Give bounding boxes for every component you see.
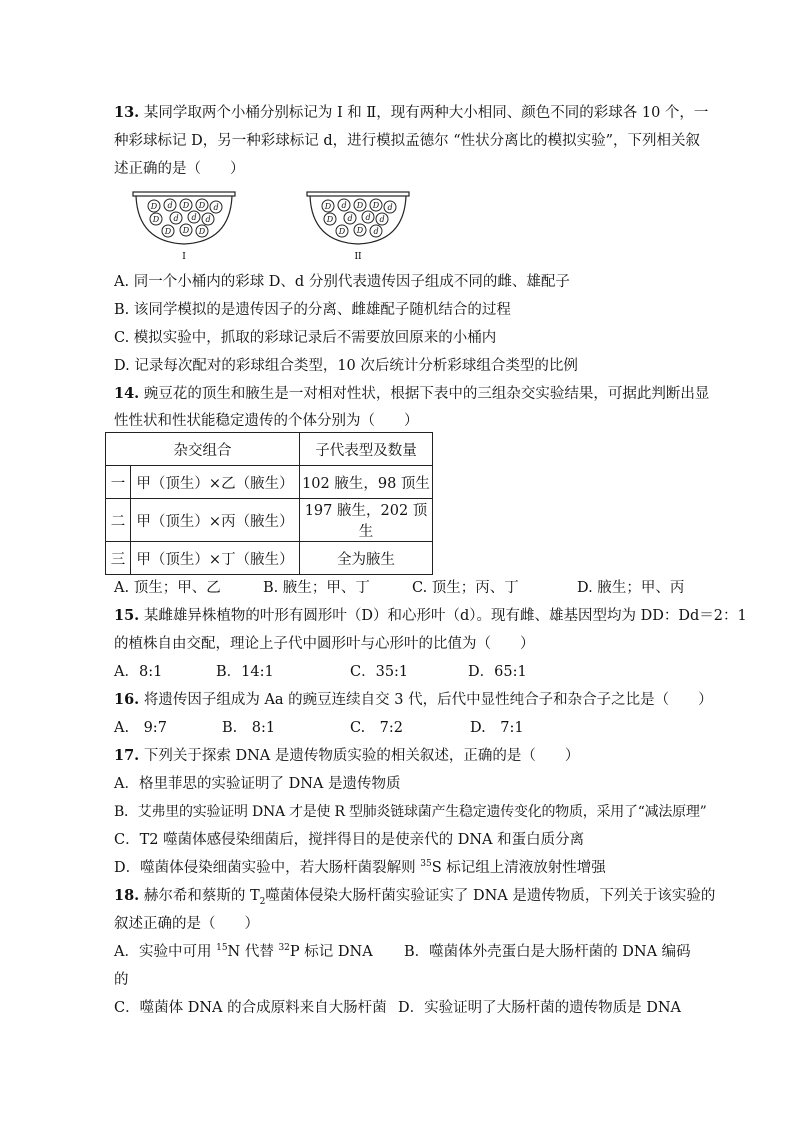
ball-label: D xyxy=(356,201,364,210)
q13-text-1: 某同学取两个小桶分别标记为 I 和 Ⅱ，现有两种大小相同、颜色不同的彩球各 10 个，一 xyxy=(143,105,709,121)
table-row xyxy=(106,499,433,542)
q16-option-c: C. 7:2 xyxy=(350,720,404,736)
ball-label: d xyxy=(167,201,173,210)
q18-option-c: C．噬菌体 DNA 的合成原料来自大肠杆菌 xyxy=(114,1000,387,1016)
ball-label: D xyxy=(182,201,190,210)
ball-label: D xyxy=(326,215,334,224)
q18-line-2: 叙述正确的是（ ） xyxy=(114,916,259,932)
q14-number: 14. xyxy=(114,385,140,402)
row-combo: 甲（顶生）×乙（腋生） xyxy=(131,466,300,499)
q14-option-b: B. 腋生；甲、丁 xyxy=(263,580,370,596)
row-result: 197 腋生，202 顶生 xyxy=(300,499,433,542)
q15-number: 15. xyxy=(114,607,140,624)
q18-a-text-2: N 代替 xyxy=(227,944,279,960)
q17-option-c: C．T2 噬菌体感侵染细菌后，搅拌得目的是使亲代的 DNA 和蛋白质分离 xyxy=(114,832,585,848)
bucket-i-label: I xyxy=(182,252,186,262)
q14-option-c: C. 顶生；丙、丁 xyxy=(412,580,519,596)
ball-label: D xyxy=(164,227,172,236)
row-index: 一 xyxy=(106,466,131,499)
q18-option-d: D．实验证明了大肠杆菌的遗传物质是 DNA xyxy=(398,1000,682,1016)
q17-option-b: B．艾弗里的实验证明 DNA 才是使 R 型肺炎链球菌产生稳定遗传变化的物质，采用了“减法原理” xyxy=(114,804,707,820)
ball-label: D xyxy=(198,201,206,210)
q17-text-1: 下列关于探索 DNA 是遗传物质实验的相关叙述，正确的是（ ） xyxy=(143,748,580,764)
row-result: 102 腋生，98 顶生 xyxy=(300,466,433,499)
q14-text-1: 豌豆花的顶生和腋生是一对相对性状，根据下表中的三组杂交实验结果，可据此判断出显 xyxy=(143,386,710,402)
header-offspring: 子代表型及数量 xyxy=(300,433,433,466)
ball-label: d xyxy=(387,203,393,212)
q18-option-a xyxy=(114,942,373,962)
q14-option-d: D. 腋生；甲、丙 xyxy=(577,580,685,596)
ball-label: d xyxy=(191,213,197,222)
q14-line-2: 性性状和性状能稳定遗传的个体分别为（ ） xyxy=(114,413,419,429)
ball-label: d xyxy=(213,203,219,212)
row-index: 二 xyxy=(106,499,131,542)
q17-number: 17. xyxy=(114,747,140,764)
ball-label: D xyxy=(324,202,332,211)
q13-number: 13. xyxy=(114,104,140,121)
q15-text-1: 某雌雄异株植物的叶形有圆形叶（D）和心形叶（d）。现有雌、雄基因型均为 DD：Dd＝2：1 xyxy=(143,608,747,624)
bucket-ii-diagram xyxy=(306,190,414,262)
q13-option-b: B. 该同学模拟的是遗传因子的分离、雌雄配子随机结合的过程 xyxy=(114,302,511,318)
q18-text-1b: 噬菌体侵染大肠杆菌实验证实了 DNA 是遗传物质，下列关于该实验的 xyxy=(265,888,716,904)
q18-option-b-cont: 的 xyxy=(114,972,129,988)
q14-line-1 xyxy=(114,384,709,404)
q17-d-superscript: 35 xyxy=(420,859,432,870)
bucket-ii-rim xyxy=(307,192,409,196)
q18-line-1 xyxy=(114,886,715,906)
q15-option-d: D．65:1 xyxy=(468,664,527,680)
q18-a-text-1: A．实验中可用 xyxy=(114,944,217,960)
cross-results-table xyxy=(105,432,433,575)
ball-label: d xyxy=(379,215,385,224)
q16-text-1: 将遗传因子组成为 Aa 的豌豆连续自交 3 代，后代中显性纯合子和杂合子之比是（ ） xyxy=(143,692,713,708)
q16-line-1 xyxy=(114,690,713,710)
table-row xyxy=(106,542,433,575)
q18-text-1a: 赫尔希和蔡斯的 T xyxy=(143,888,260,904)
q17-option-a: A．格里菲思的实验证明了 DNA 是遗传物质 xyxy=(114,776,401,792)
ball-label: d xyxy=(205,215,211,224)
header-combo: 杂交组合 xyxy=(106,433,300,466)
ball-label: D xyxy=(182,226,190,235)
ball-label: d xyxy=(341,201,347,210)
q13-line-2: 种彩球标记 D，另一种彩球标记 d，进行模拟孟德尔 “性状分离比的模拟实验”，下列相关叙 xyxy=(114,133,701,149)
q17-line-1 xyxy=(114,746,579,766)
bucket-i-rim xyxy=(133,192,235,196)
ball-label: D xyxy=(372,201,380,210)
q13-option-d: D. 记录每次配对的彩球组合类型，10 次后统计分析彩球组合类型的比例 xyxy=(114,358,578,374)
q18-a-text-3: P 标记 DNA xyxy=(289,944,373,960)
q18-number: 18. xyxy=(114,887,140,904)
bucket-i-diagram xyxy=(132,190,240,262)
q15-line-2: 的植株自由交配，理论上子代中圆形叶与心形叶的比值为（ ） xyxy=(114,636,535,652)
ball-label: D xyxy=(338,227,346,236)
q13-option-a: A. 同一个小桶内的彩球 D、d 分别代表遗传因子组成不同的雌、雄配子 xyxy=(114,274,570,290)
bucket-ii-label: II xyxy=(354,252,362,262)
q18-a-sup-2: 32 xyxy=(278,943,290,954)
row-result: 全为腋生 xyxy=(300,542,433,575)
q15-option-b: B．14:1 xyxy=(216,664,274,680)
q18-option-b: B．噬菌体外壳蛋白是大肠杆菌的 DNA 编码 xyxy=(404,944,691,960)
q15-line-1 xyxy=(114,606,747,626)
q16-option-b: B. 8:1 xyxy=(222,720,276,736)
ball-label: D xyxy=(198,227,206,236)
row-combo: 甲（顶生）×丙（腋生） xyxy=(131,499,300,542)
q17-d-text-2: S 标记组上清液放射性增强 xyxy=(431,860,606,876)
q17-d-text-1: D．噬菌体侵染细菌实验中，若大肠杆菌裂解则 xyxy=(114,860,421,876)
row-index: 三 xyxy=(106,542,131,575)
q16-option-d: D. 7:1 xyxy=(470,720,524,736)
table-row xyxy=(106,466,433,499)
q15-option-a: A．8:1 xyxy=(114,664,163,680)
row-combo: 甲（顶生）×丁（腋生） xyxy=(131,542,300,575)
ball-label: D xyxy=(152,215,160,224)
table-header-row xyxy=(106,433,433,466)
q16-number: 16. xyxy=(114,691,140,708)
q18-a-sup-1: 15 xyxy=(216,943,228,954)
q13-option-c: C. 模拟实验中，抓取的彩球记录后不需要放回原来的小桶内 xyxy=(114,330,497,346)
ball-label: d xyxy=(365,213,371,222)
q18-subscript: 2 xyxy=(259,896,266,907)
ball-label: D xyxy=(356,226,364,235)
q17-option-d xyxy=(114,858,606,878)
q16-option-a: A. 9:7 xyxy=(114,720,167,736)
q14-option-a: A. 顶生；甲、乙 xyxy=(114,580,221,596)
q13-line-1 xyxy=(114,103,708,123)
q13-line-3: 述正确的是（ ） xyxy=(114,161,245,177)
ball-label: d xyxy=(373,227,379,236)
ball-label: d xyxy=(173,214,179,223)
ball-label: d xyxy=(347,214,353,223)
ball-label: D xyxy=(150,202,158,211)
q15-option-c: C．35:1 xyxy=(350,664,409,680)
